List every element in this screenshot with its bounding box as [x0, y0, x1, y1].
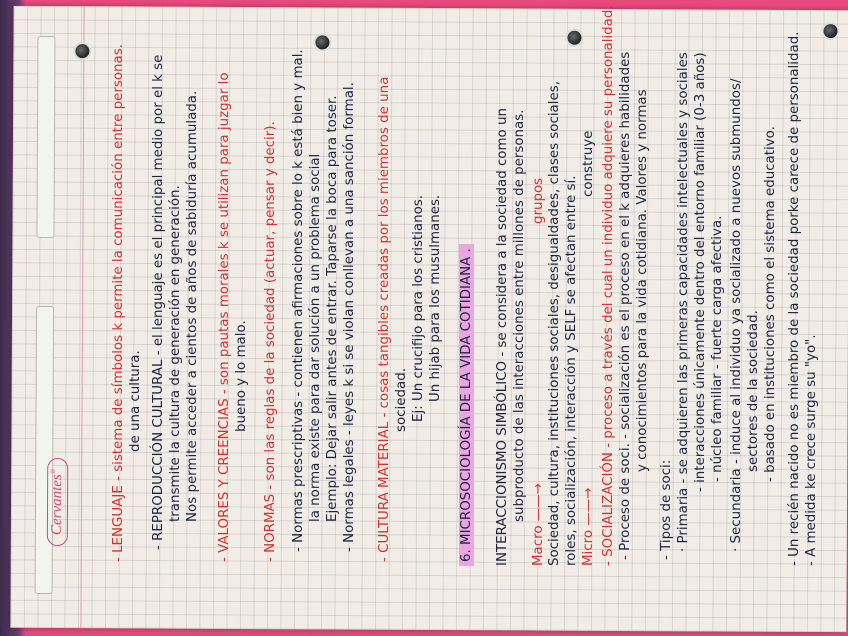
note-line: Ejemplo: Dejar salir antes de entrar. Taparse la boca para toser. [325, 95, 340, 522]
note-line: subproducto de las interacciones entre millones de personas. [512, 109, 527, 522]
note-line: · Secundaria - induce al individuo ya socializado a nuevos submundos/ [729, 78, 744, 552]
note-line: roles, socialización, interacción y SELF se afectan entre sí. [564, 175, 579, 566]
note-line: transmite la cultura de generación en generación. [168, 185, 183, 522]
macro-label [532, 483, 545, 566]
header-box-top [36, 36, 55, 238]
micro-text: Micro [581, 529, 596, 566]
note-line: sectores de la sociedad. [746, 310, 761, 472]
note-line: de una cultura. [128, 350, 143, 452]
construye-label: construye [581, 130, 596, 197]
normas-line: - NORMAS - son las reglas de la sociedad (actuar, pensar y decir). [263, 121, 278, 562]
arrow-icon: ——→ [581, 487, 596, 526]
arrow-icon: ——→ [531, 483, 546, 522]
note-line: - Normas legales - leyes k si se violan conllevan a una sanción formal. [342, 82, 357, 552]
note-line: - interacciones únicamente dentro del entorno familiar (0-3 años) [693, 52, 708, 492]
note-line: · Primaria - se adquieren las primeras capacidades intelectuales y sociales [676, 52, 691, 552]
note-line: - Un recién nacido no es miembro de la sociedad porke carece de personalidad. [787, 31, 802, 566]
note-line: - Proceso de soci. - socialización es el proceso en el k adquieres habilidades [618, 51, 633, 560]
handwritten-notes [111, 5, 832, 622]
margin-line [80, 6, 84, 628]
note-line: - basado en instituciones como el sistema educativo. [763, 126, 778, 482]
micro-label [582, 488, 595, 566]
note-line: Nos permite acceder a cientos de años de sabiduría acumulada. [185, 90, 200, 522]
macro-text: Macro [531, 525, 546, 566]
note-line: - REPRODUCCIÓN CULTURAL - el lenguaje es el principal medio por el k se [151, 54, 166, 550]
note-line: INTERACCIONISMO SIMBÓLICO - se considera a la sociedad como un [495, 108, 510, 566]
brand-logo: Cervantes® [47, 458, 68, 546]
grupos-label: grupos [531, 177, 546, 224]
note-line: sociedad. [394, 368, 409, 432]
socializacion-text: - SOCIALIZACIÓN - proceso a través del cual un individuo adquiere su personalidad. [601, 5, 616, 566]
note-line: - Normas prescriptivas - contienen afirmaciones sobre lo k está bien y mal. [291, 49, 306, 552]
section-heading-text: 6. MICROSOCIOLOGÍA DE LA VIDA COTIDIANA . [459, 244, 474, 566]
note-line: la norma existe para dar solución a un problema social [308, 153, 323, 522]
note-line: - Tipos de soci: [659, 459, 674, 560]
section-heading [460, 244, 473, 566]
punch-hole [75, 44, 89, 58]
header-box-bottom [35, 306, 55, 594]
lenguaje-line: - LENGUAJE - sistema de símbolos k permite la comunicación entre personas. [111, 44, 126, 562]
valores-line: - VALORES Y CREENCIAS - son pautas morales k se utilizan para juzgar lo [217, 72, 232, 562]
note-line: y conocimientos para la vida cotidiana. Valores y normas [635, 89, 650, 472]
note-line: bueno y lo malo. [234, 320, 249, 432]
socializacion-line [602, 5, 615, 566]
note-line: Un hijab para los musulmanes. [428, 194, 443, 402]
note-line [112, 44, 125, 562]
note-line: Ej: Un crucifijo para los cristianos. [411, 194, 426, 422]
note-line: Sociedad, cultura, instituciones sociales, desigualdades, clases sociales, [547, 81, 562, 566]
note-line: - A medida ke crece surge su "yo". [804, 334, 819, 566]
note-line: - núcleo familiar - fuerte carga afectiva. [710, 215, 725, 482]
cultura-material-line: - CULTURA MATERIAL - cosas tangibles creadas por los miembros de una [377, 76, 392, 562]
